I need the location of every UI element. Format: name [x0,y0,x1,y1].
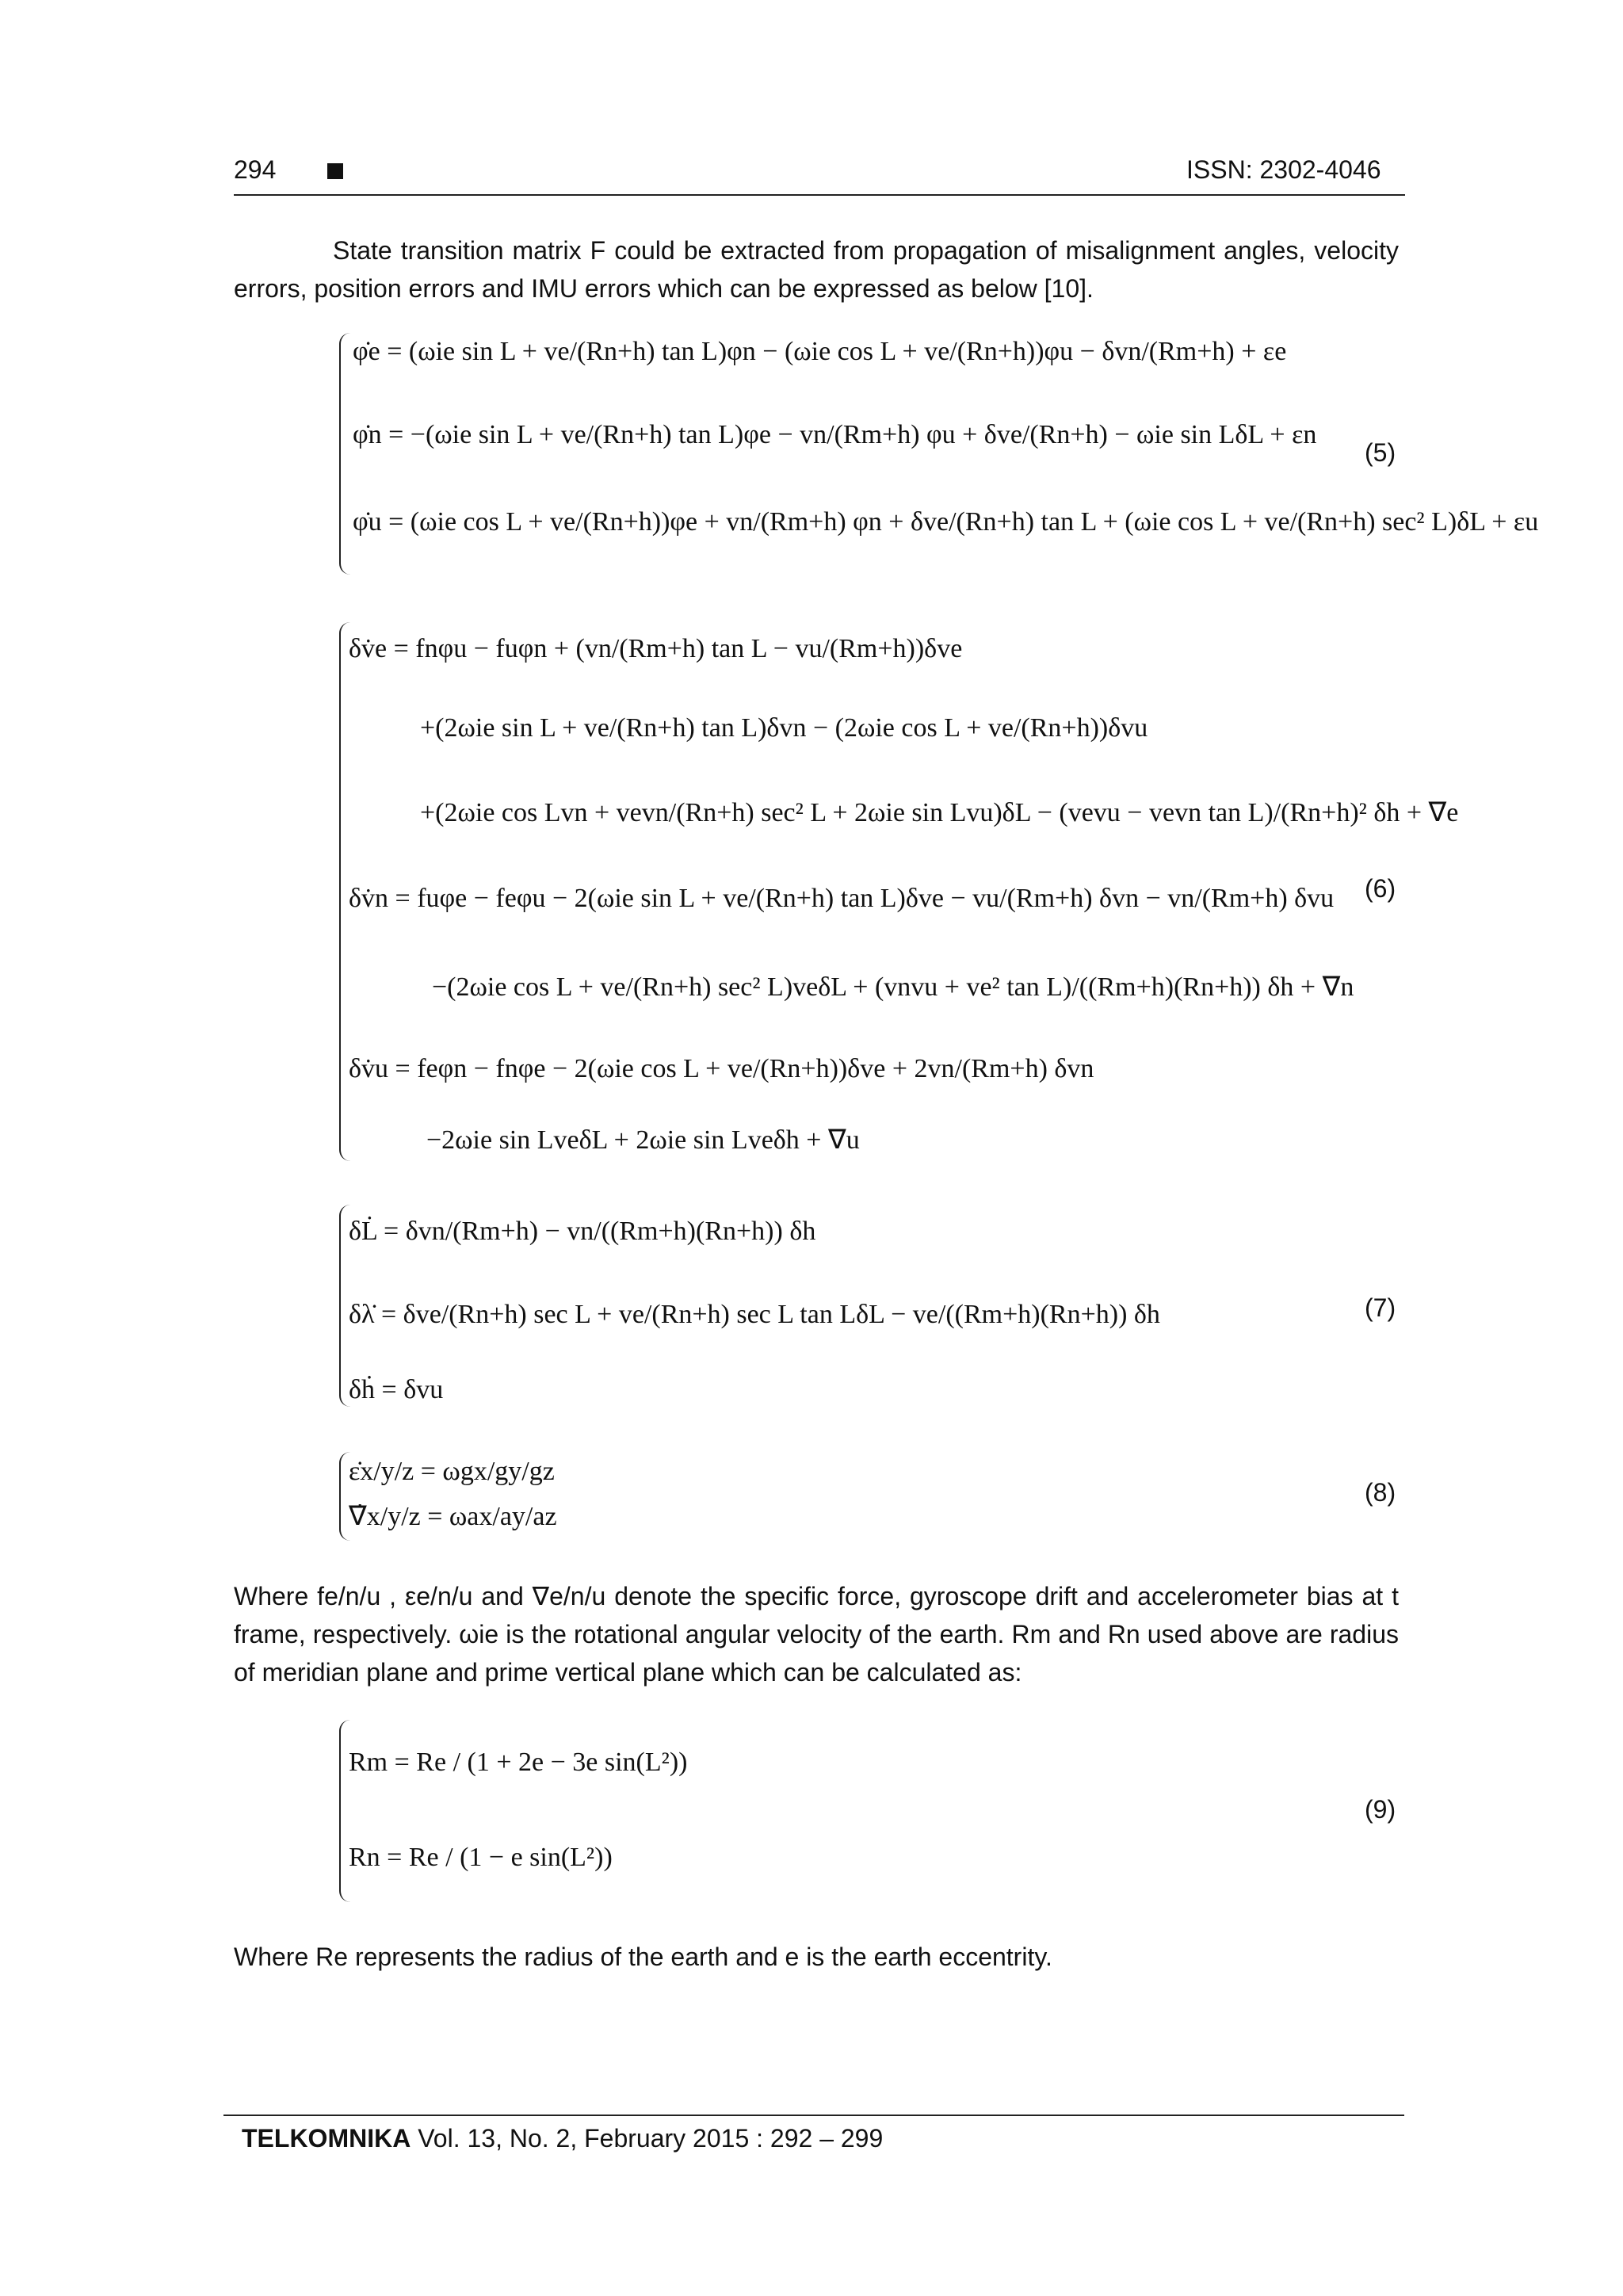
eq8-line1: ε̇x/y/z = ωgx/gy/gz [349,1457,555,1486]
eq8-line2: ∇̇x/y/z = ωax/ay/az [349,1502,557,1531]
eq5-brace [339,333,350,575]
eq9-line1: Rm = Re / (1 + 2e − 3e sin(L²)) [349,1748,688,1777]
page-number: 294 [234,155,277,184]
eq9-line2: Rn = Re / (1 − e sin(L²)) [349,1843,613,1872]
eq6-line5: −(2ωie cos L + ve/(Rn+h) sec² L)veδL + (vnvu + ve² tan L)/((Rm+h)(Rn+h)) δh + ∇n [432,972,1354,1002]
eq5-line2: φ̇n = −(ωie sin L + ve/(Rn+h) tan L)φe − vn/(Rm+h) φu + δve/(Rn+h) − ωie sin LδL + εn [353,420,1317,449]
eq7-line2: δλ̇ = δve/(Rn+h) sec L + ve/(Rn+h) sec L tan LδL − ve/((Rm+h)(Rn+h)) δh [349,1300,1160,1329]
eq5-number: (5) [1365,438,1396,467]
intro-paragraph: State transition matrix F could be extracted from propagation of misalignment angles, velocity errors, position errors and IMU errors which can be expressed as below [10]. [234,236,1399,303]
header-square-bullet [327,163,343,179]
footer-rule [223,2115,1404,2116]
eq5-line3: φ̇u = (ωie cos L + ve/(Rn+h))φe + vn/(Rm+h) φn + δve/(Rn+h) tan L + (ωie cos L + ve/(Rn+h) sec² L)δL + εu [353,507,1539,537]
eq8-number: (8) [1365,1478,1396,1507]
eq6-line6: δv̇u = feφn − fnφe − 2(ωie cos L + ve/(Rn+h))δve + 2vn/(Rm+h) δvn [349,1054,1094,1083]
eq6-line3: +(2ωie cos Lvn + vevn/(Rn+h) sec² L + 2ωie sin Lvu)δL − (vevu − vevn tan L)/(Rn+h)² δh + ∇e [420,798,1459,827]
eq5-line1: φ̇e = (ωie sin L + ve/(Rn+h) tan L)φn − (ωie cos L + ve/(Rn+h))φu − δvn/(Rm+h) + εe [353,337,1287,366]
eq6-line2: +(2ωie sin L + ve/(Rn+h) tan L)δvn − (2ωie cos L + ve/(Rn+h))δvu [420,713,1148,743]
footer-details: Vol. 13, No. 2, February 2015 : 292 – 299 [411,2124,884,2153]
eq7-number: (7) [1365,1293,1396,1322]
eq7-line1: δL̇ = δvn/(Rm+h) − vn/((Rm+h)(Rn+h)) δh [349,1217,816,1246]
eq6-line7: −2ωie sin LveδL + 2ωie sin Lveδh + ∇u [426,1125,860,1155]
eq6-number: (6) [1365,874,1396,903]
issn: ISSN: 2302-4046 [1186,155,1381,184]
radius-paragraph: Where Re represents the radius of the earth and e is the earth eccentrity. [234,1943,1052,1971]
header-rule [234,194,1405,196]
footer-journal: TELKOMNIKA [242,2124,411,2153]
footer [242,2124,883,2153]
definitions-paragraph: Where fe/n/u , εe/n/u and ∇e/n/u denote the specific force, gyroscope drift and accelerometer bias at t frame, respectively. ωie is the rotational angular velocity of the earth. Rm and Rn used above are radius of meridian plane and prime vertical plane which can be calculated as: [234,1582,1399,1687]
eq9-number: (9) [1365,1795,1396,1824]
eq7-line3: δḣ = δvu [349,1375,444,1404]
eq6-line4: δv̇n = fuφe − feφu − 2(ωie sin L + ve/(Rn+h) tan L)δve − vu/(Rm+h) δvn − vn/(Rm+h) δvu [349,884,1335,913]
eq6-line1: δv̇e = fnφu − fuφn + (vn/(Rm+h) tan L − vu/(Rm+h))δve [349,634,963,663]
